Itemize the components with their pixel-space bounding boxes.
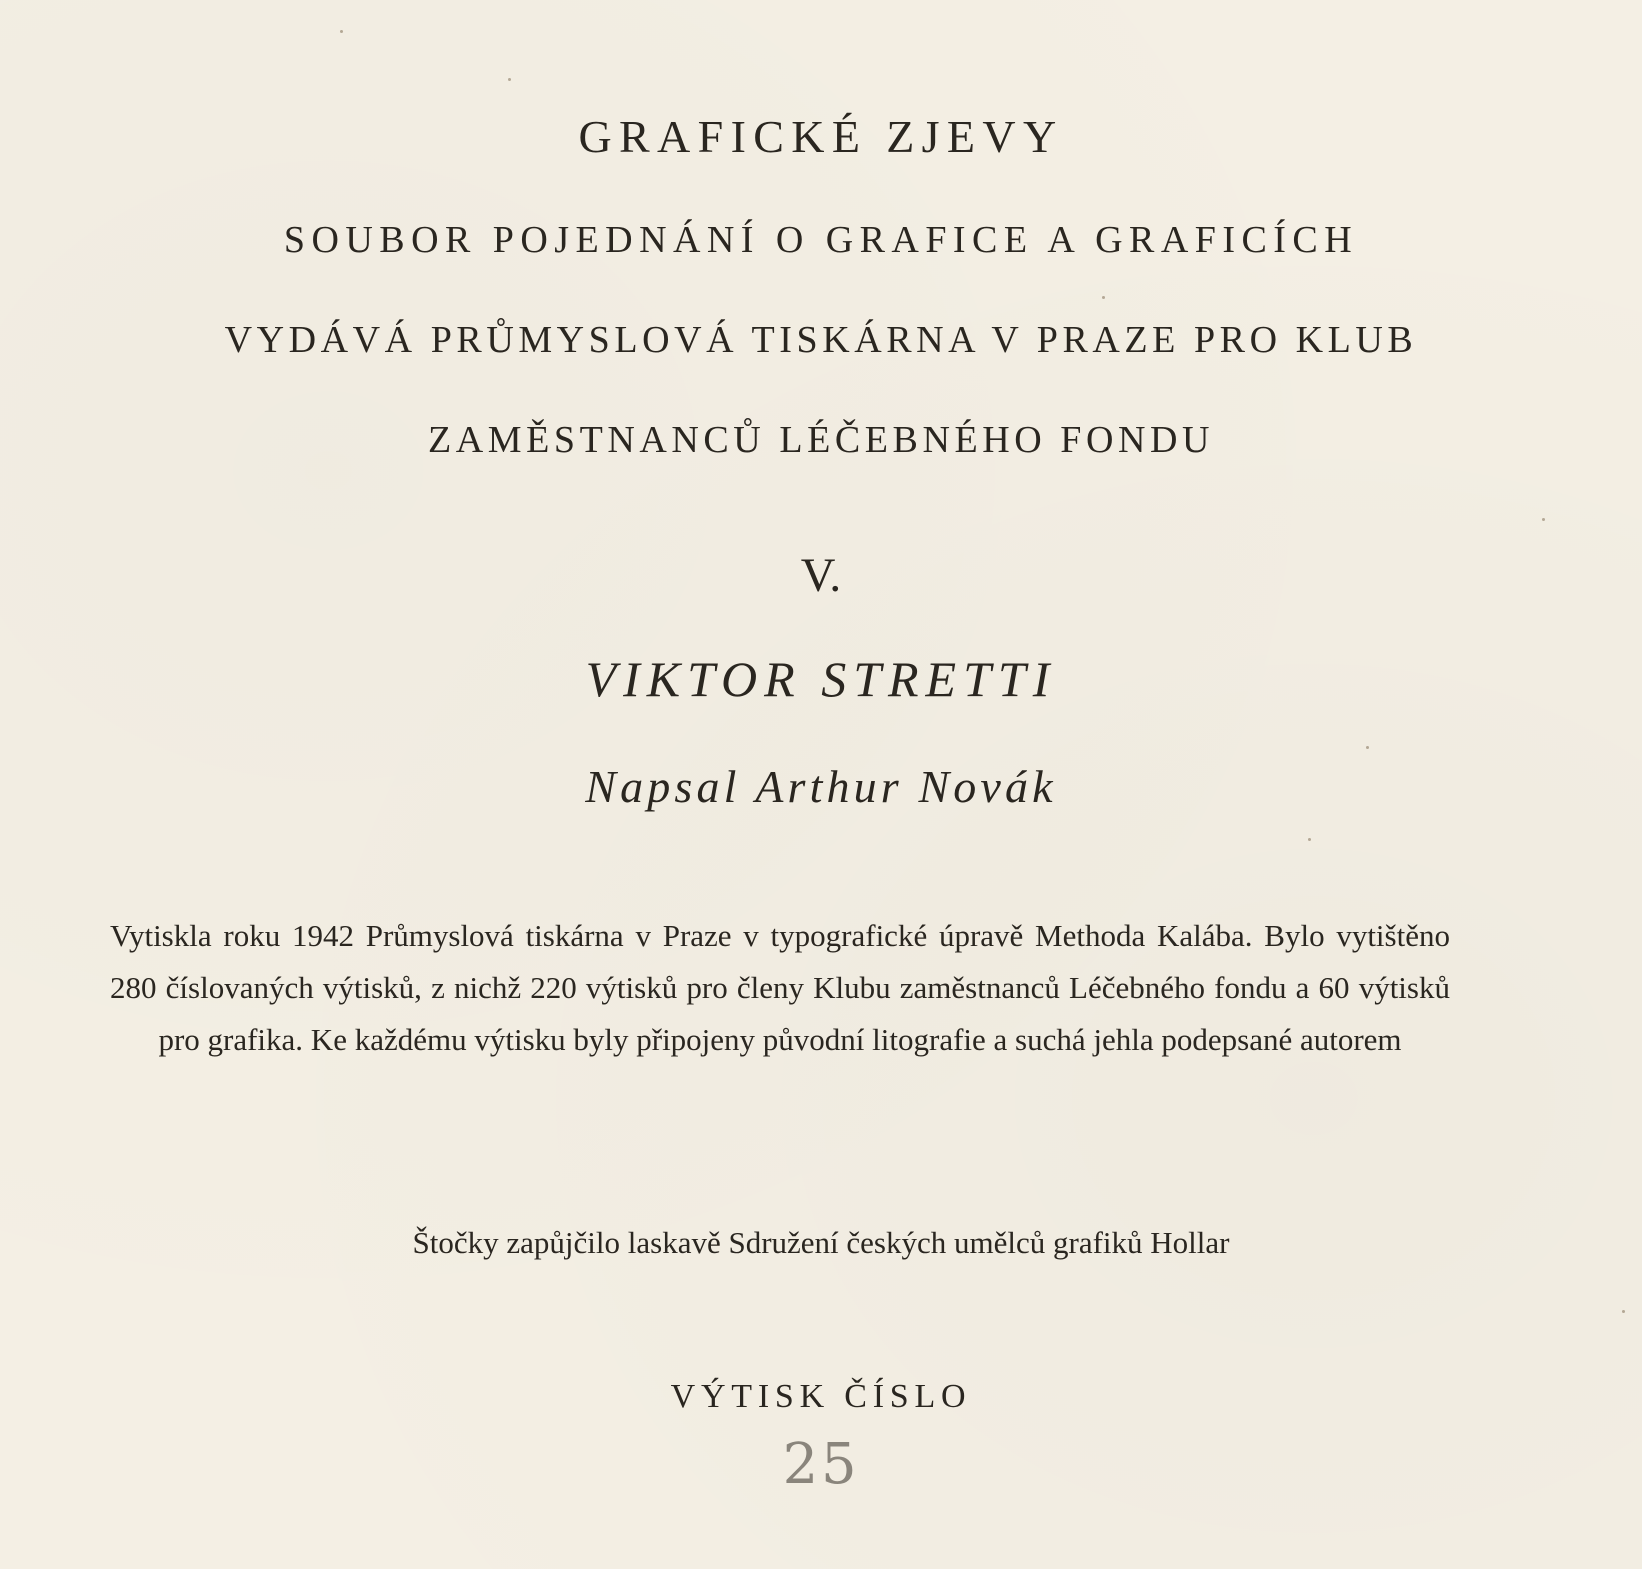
printing-blocks-credit: Štočky zapůjčilo laskavě Sdružení českých umělců grafiků Hollar <box>412 1225 1230 1260</box>
book-series-title: GRAFICKÉ ZJEVY <box>578 111 1064 162</box>
paper-speck <box>1622 1310 1625 1313</box>
paper-speck <box>508 78 511 81</box>
paper-speck <box>340 30 343 33</box>
paper-speck <box>1308 838 1311 841</box>
paper-speck <box>1542 518 1545 521</box>
copy-number-label: VÝTISK ČÍSLO <box>670 1378 972 1415</box>
volume-number: V. <box>800 549 842 602</box>
paper-speck <box>1366 746 1369 749</box>
subtitle-line-1: SOUBOR POJEDNÁNÍ O GRAFICE A GRAFICÍCH <box>283 219 1359 261</box>
subtitle-line-3: ZAMĚSTNANCŮ LÉČEBNÉHO FONDU <box>427 419 1214 461</box>
author-credit: Napsal Arthur Novák <box>585 761 1057 812</box>
artist-name: VIKTOR STRETTI <box>585 651 1057 707</box>
paper-speck <box>1102 296 1105 299</box>
colophon-text: Vytiskla roku 1942 Průmyslová tiskárna v Praze v typografické úpravě Methoda Kalába. Bylo vytištěno 280 číslovaných výtisků, z nichž 220 výtisků pro členy Klubu zaměstnanců Léčebného fondu a 60 výtisků pro grafika. Ke každému výtisku byly připojeny původní litografie a suchá jehla podepsané autorem <box>110 918 1450 1057</box>
copy-number-stamp: 25 <box>782 1432 860 1497</box>
subtitle-line-2: VYDÁVÁ PRŮMYSLOVÁ TISKÁRNA V PRAZE PRO KLUB <box>224 319 1418 361</box>
